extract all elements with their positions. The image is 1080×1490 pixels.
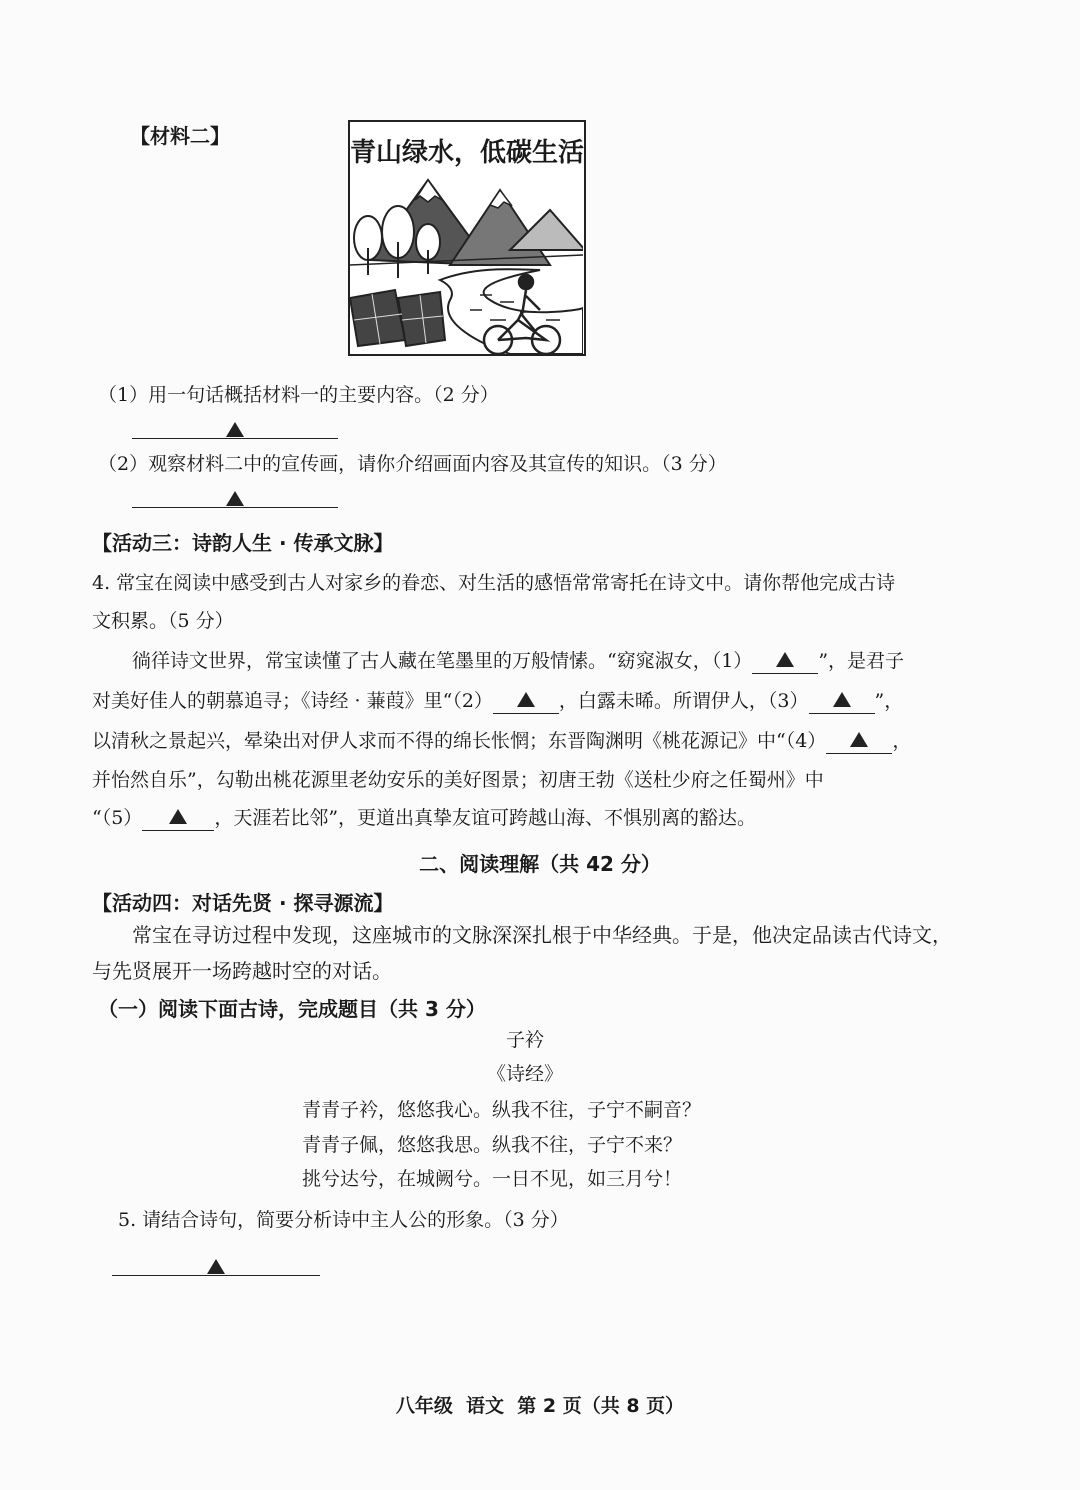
triangle-icon xyxy=(226,491,244,506)
intro-line2: 与先贤展开一场跨越时空的对话。 xyxy=(92,961,392,983)
text: ， xyxy=(892,730,912,752)
text: ，白露未晞。所谓伊人，（3） xyxy=(558,690,809,712)
answer-blank-q3-1[interactable] xyxy=(132,420,338,439)
activity-3-heading: 【活动三：诗韵人生 · 传承文脉】 xyxy=(92,531,394,555)
poem-line-3: 挑兮达兮，在城阙兮。一日不见，如三月兮！ xyxy=(302,1168,683,1190)
q4-para-line4: 并怡然自乐”，勾勒出桃花源里老幼安乐的美好图景；初唐王勃《送杜少府之任蜀州》中 xyxy=(92,769,824,791)
q4-para-line1 xyxy=(132,649,904,674)
q4-line1: 4. 常宝在阅读中感受到古人对家乡的眷恋、对生活的感悟常常寄托在诗文中。请你帮他完成古诗 xyxy=(92,572,896,594)
fill-blank-4[interactable] xyxy=(826,729,892,754)
poster-image xyxy=(348,120,586,356)
text: 以清秋之景起兴，晕染出对伊人求而不得的绵长怅惘；东晋陶渊明《桃花源记》中“（4） xyxy=(92,730,827,752)
q4-para-line3 xyxy=(92,729,911,754)
triangle-icon xyxy=(833,692,851,707)
activity-4-heading: 【活动四：对话先贤 · 探寻源流】 xyxy=(92,891,394,915)
triangle-icon xyxy=(850,732,868,747)
q4-para-line2 xyxy=(92,689,903,714)
fill-blank-2[interactable] xyxy=(493,689,559,714)
q4-para-line5 xyxy=(92,806,756,831)
text: 对美好佳人的朝慕追寻；《诗经 · 蒹葭》里“（2） xyxy=(92,690,493,712)
part-1-heading: （一）阅读下面古诗，完成题目（共 3 分） xyxy=(98,997,486,1021)
section-2-heading: 二、阅读理解（共 42 分） xyxy=(419,852,661,876)
poem-line-1: 青青子衿，悠悠我心。纵我不往，子宁不嗣音？ xyxy=(302,1099,702,1121)
page-footer: 八年级 语文 第 2 页（共 8 页） xyxy=(395,1395,685,1417)
answer-blank-q5[interactable] xyxy=(112,1257,320,1276)
text: 徜徉诗文世界，常宝读懂了古人藏在笔墨里的万般情愫。“窈窕淑女，（1） xyxy=(132,650,753,672)
triangle-icon xyxy=(169,809,187,824)
fill-blank-1[interactable] xyxy=(752,649,818,674)
fill-blank-3[interactable] xyxy=(809,689,875,714)
poem-title: 子衿 xyxy=(505,1029,544,1051)
q5-question: 5. 请结合诗句，简要分析诗中主人公的形象。（3 分） xyxy=(118,1209,569,1231)
poster-title: 青山绿水，低碳生活 xyxy=(350,138,585,168)
text: ”，是君子 xyxy=(818,650,905,672)
landscape-illustration xyxy=(350,170,583,354)
q4-line2: 文积累。（5 分） xyxy=(92,610,234,632)
q3-sub1: （1）用一句话概括材料一的主要内容。（2 分） xyxy=(98,384,499,406)
poem-line-2: 青青子佩，悠悠我思。纵我不往，子宁不来？ xyxy=(302,1134,683,1156)
triangle-icon xyxy=(226,422,244,437)
q3-sub2: （2）观察材料二中的宣传画，请你介绍画面内容及其宣传的知识。（3 分） xyxy=(98,453,727,475)
intro-line1: 常宝在寻访过程中发现，这座城市的文脉深深扎根于中华经典。于是，他决定品读古代诗文， xyxy=(132,925,952,947)
text: ，天涯若比邻”，更道出真挚友谊可跨越山海、不惧别离的豁达。 xyxy=(214,807,757,829)
text: “（5） xyxy=(92,807,143,829)
triangle-icon xyxy=(517,692,535,707)
fill-blank-5[interactable] xyxy=(142,806,214,831)
text: ”， xyxy=(874,690,904,712)
answer-blank-q3-2[interactable] xyxy=(132,489,338,508)
triangle-icon xyxy=(207,1259,225,1274)
poem-source: 《诗经》 xyxy=(486,1063,563,1085)
material-2-label: 【材料二】 xyxy=(130,124,230,148)
solar-panels xyxy=(350,290,445,346)
triangle-icon xyxy=(776,652,794,667)
